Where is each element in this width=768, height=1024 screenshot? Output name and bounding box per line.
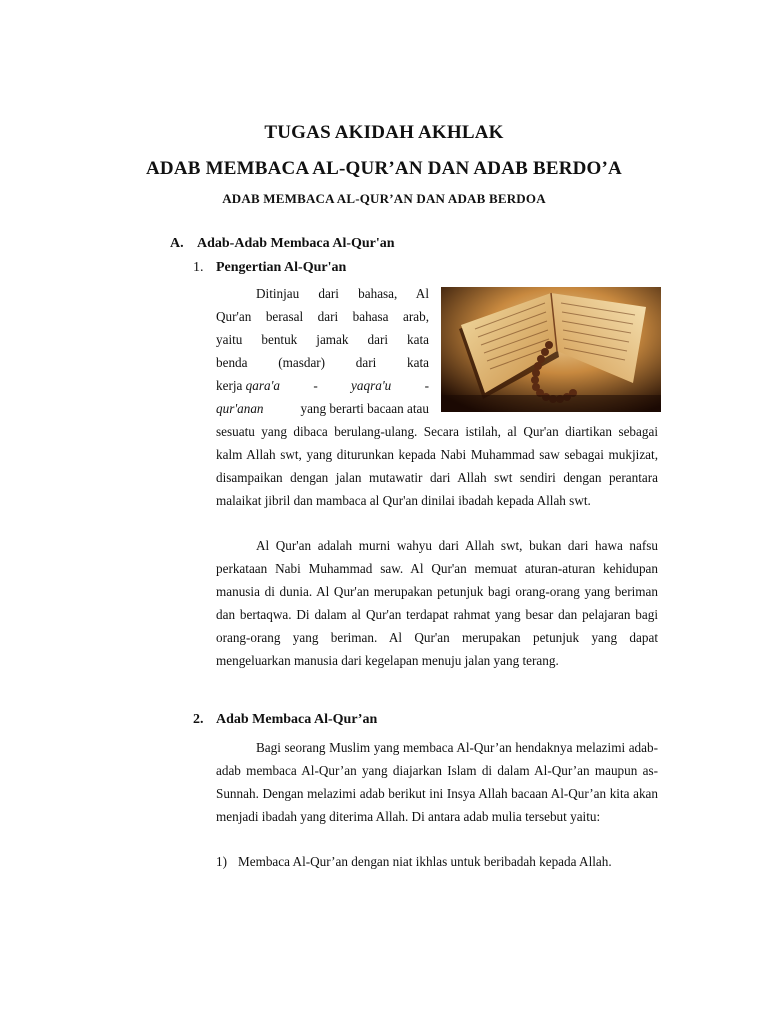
- wrap-line-1: Ditinjau dari bahasa, Al: [256, 286, 429, 301]
- document-section-title: ADAB MEMBACA AL-QUR’AN DAN ADAB BERDOA: [222, 191, 546, 206]
- list-item-1: [216, 850, 658, 873]
- subsection-1-marker: 1.: [193, 260, 204, 275]
- term-qaraa: qara'a: [245, 378, 280, 393]
- wrap-text-column: [216, 282, 429, 420]
- paragraph-1-continuation: sesuatu yang dibaca berulang-ulang. Secara istilah, al Qur'an diartikan sebagai kalm Allah swt, yang diturunkan kepada Nabi Muhammad saw sebagai mukjizat, disampaikan dengan jalan mutawatir dari Allah swt sendiri dengan perantara malaikat jibril dan mambaca al Qur'an dinilai ibadah kepada Allah swt.: [216, 424, 658, 508]
- subsection-2-heading-text: Adab Membaca Al-Qur’an: [216, 712, 378, 727]
- wrap-line-5: [216, 374, 429, 397]
- section-a-marker: A.: [170, 236, 184, 251]
- photo-foreground-shadow: [441, 395, 661, 412]
- subsection-1-heading-text: Pengertian Al-Qur'an: [216, 260, 347, 275]
- paragraph-2: Al Qur'an adalah murni wahyu dari Allah swt, bukan dari hawa nafsu perkataan Nabi Muhammad saw. Al Qur'an memuat aturan-aturan kehidupan manusia di dunia. Al Qur'an merupakan petunjuk bagi orang-orang yang beriman dan bertaqwa. Di dalam al Qur'an terdapat rahmat yang besar dan pelajaran bagi orang-orang yang beriman. Al Qur'an merupakan petunjuk yang dapat mengeluarkan manusia dari kegelapan menuju jalan yang terang.: [216, 538, 658, 668]
- wrap-line-3: yaitu bentuk jamak dari kata: [216, 332, 429, 347]
- wrap-line-2: Qur'an berasal dari bahasa arab,: [216, 309, 429, 324]
- list-item-1-text: Membaca Al-Qur’an dengan niat ikhlas untuk beribadah kepada Allah.: [238, 854, 612, 869]
- subsection-2-heading: [193, 712, 377, 728]
- kerja-word: kerja: [216, 378, 243, 393]
- list-item-1-marker: 1): [216, 854, 227, 869]
- document-subtitle: ADAB MEMBACA AL-QUR’AN DAN ADAB BERDO’A: [146, 158, 622, 179]
- wrap-line-6: [216, 397, 429, 420]
- document-title: TUGAS AKIDAH AKHLAK: [264, 122, 504, 143]
- subsection-2-marker: 2.: [193, 712, 204, 727]
- wrap-line-4: benda (masdar) dari kata: [216, 355, 429, 370]
- quran-photo: [441, 287, 661, 412]
- subsection-1-heading: [193, 260, 346, 276]
- section-a-heading: [170, 236, 395, 252]
- term-yaqrau: yaqra'u: [351, 378, 392, 393]
- term-quranan: qur'anan: [216, 401, 264, 416]
- dash-1: -: [313, 378, 318, 393]
- quran-illustration: [441, 287, 661, 412]
- paragraph-3: Bagi seorang Muslim yang membaca Al-Qur’an hendaknya melazimi adab-adab membaca Al-Qur’an yang diajarkan Islam di dalam Al-Qur’an maupun as-Sunnah. Dengan melazimi adab berikut ini Insya Allah bacaan Al-Qur’an kita akan menjadi ibadah yang diterima Allah. Di antara adab mulia tersebut yaitu:: [216, 740, 658, 824]
- wrap-line-6-rest: yang berarti bacaan atau: [300, 401, 429, 416]
- dash-2: -: [424, 378, 429, 393]
- section-a-heading-text: Adab-Adab Membaca Al-Qur'an: [197, 236, 395, 251]
